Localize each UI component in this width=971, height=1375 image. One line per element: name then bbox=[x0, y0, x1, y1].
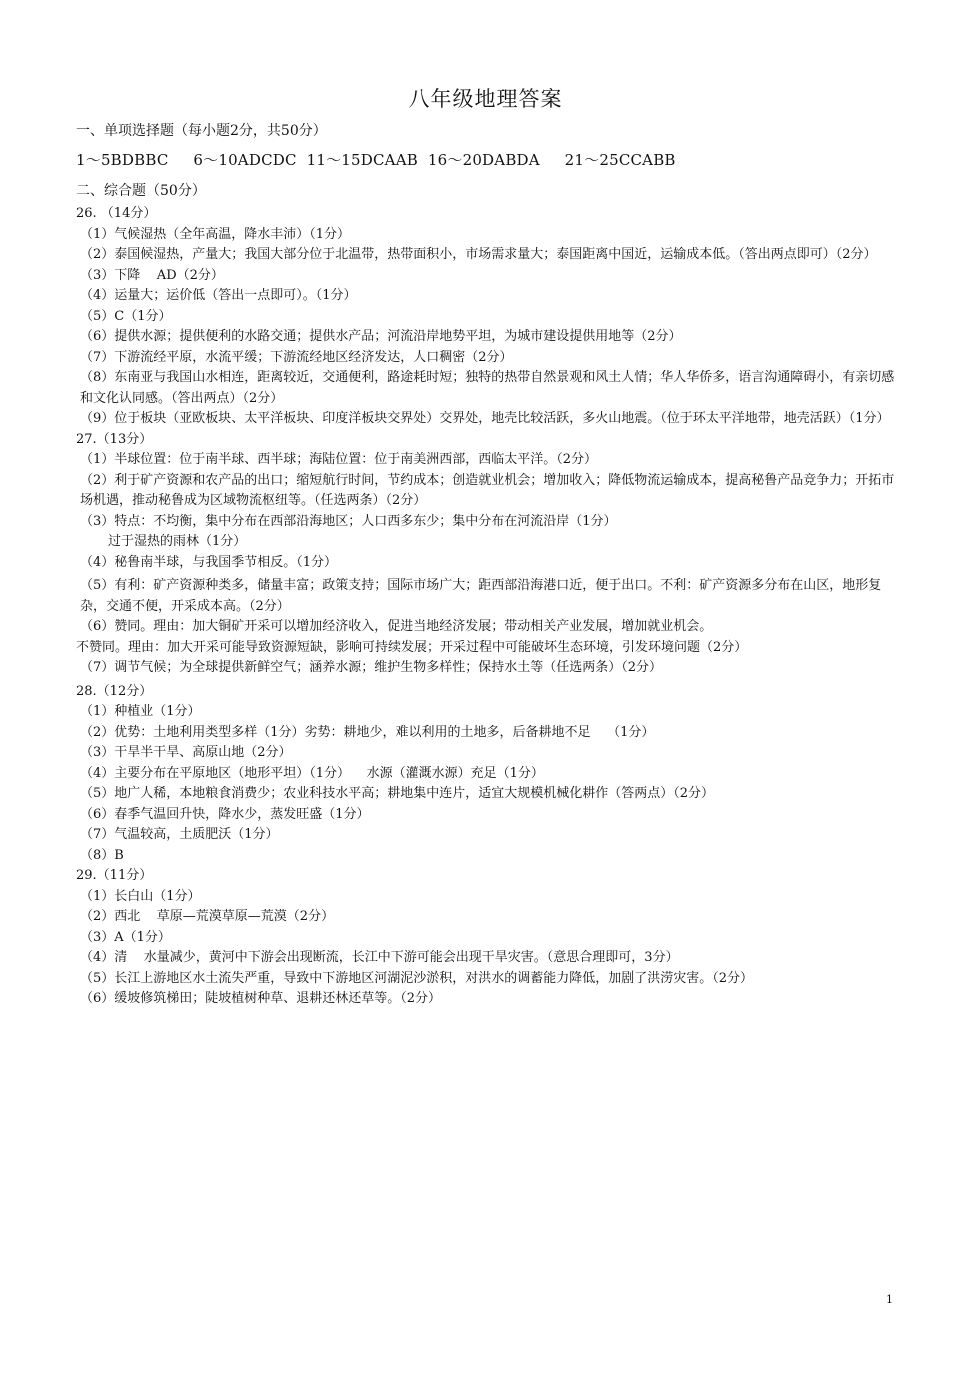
document-title: 八年级地理答案 bbox=[408, 87, 563, 111]
answer-line: 26. （14分） bbox=[76, 206, 157, 221]
answer-line: （3）下降 AD（2分） bbox=[80, 267, 224, 283]
answer-line: （6）赞同。理由：加大铜矿开采可以增加经济收入，促进当地经济发展；带动相关产业发展，增加就业机会。 bbox=[80, 619, 713, 634]
answer-line: （6）提供水源；提供便利的水路交通；提供水产品；河流沿岸地势平坦，为城市建设提供用地等（2分） bbox=[80, 329, 682, 344]
answer-line: （1）长白山（1分） bbox=[80, 888, 201, 904]
answer-line: （7）下游流经平原，水流平缓；下游流经地区经济发达，人口稠密（2分） bbox=[80, 349, 513, 365]
answer-line: （5）有利：矿产资源种类多，储量丰富；政策支持；国际市场广大；距西部沿海港口近，便于出口。不利：矿产资源多分布在山区，地形复杂，交通不便，开采成本高。（2分） bbox=[80, 578, 882, 614]
answer-content bbox=[76, 118, 896, 1010]
answer-line: （7）调节气候；为全球提供新鲜空气；涵养水源；维护生物多样性；保持水土等（任选两条）（2分） bbox=[80, 660, 663, 675]
answer-line: （5）地广人稀，本地粮食消费少；农业科技水平高；耕地集中连片，适宜大规模机械化耕作（答两点）（2分） bbox=[80, 786, 715, 801]
page-number: 1 bbox=[886, 1293, 893, 1306]
answer-line: （8）东南亚与我国山水相连，距离较近，交通便利，路途耗时短；独特的热带自然景观和风土人情；华人华侨多，语言沟通障碍小，有亲切感和文化认同感。（答出两点）（2分） bbox=[80, 370, 895, 406]
answer-line: 29.（11分） bbox=[76, 868, 153, 883]
answer-line: （8）B bbox=[80, 847, 124, 863]
answer-line: （4）清 水量减少，黄河中下游会出现断流，长江中下游可能会出现干旱灾害。（意思合理即可，3分） bbox=[80, 950, 679, 965]
answer-line: （2）西北 草原—荒漠草原—荒漠（2分） bbox=[80, 909, 335, 924]
answer-line: （7）气温较高，土质肥沃（1分） bbox=[80, 827, 279, 842]
answer-line: （4）运量大；运价低（答出一点即可）。（1分） bbox=[80, 288, 357, 303]
answer-line: 不赞同。理由：加大开采可能导致资源短缺，影响可持续发展；开采过程中可能破坏生态环境，引发环境问题（2分） bbox=[76, 639, 748, 655]
answer-line: （1）气候湿热（全年高温，降水丰沛）（1分） bbox=[80, 226, 351, 242]
answer-line: （3）A（1分） bbox=[80, 929, 171, 945]
answer-line: 1～5BDBBC 6～10ADCDC 11～15DCAAB 16～20DABDA 21～25CCABB bbox=[76, 151, 676, 169]
answer-line: 28.（12分） bbox=[76, 683, 153, 699]
answer-line: 过于湿热的雨林（1分） bbox=[108, 534, 247, 549]
answer-line: （2）利于矿产资源和农产品的出口；缩短航行时间，节约成本；创造就业机会；增加收入；降低物流运输成本，提高秘鲁产品竞争力；开拓市场机遇，推动秘鲁成为区域物流枢纽等。（任选两条）（2分） bbox=[80, 472, 895, 508]
answer-line: （9）位于板块（亚欧板块、太平洋板块、印度洋板块交界处）交界处，地壳比较活跃，多火山地震。（位于环太平洋地带，地壳活跃）（1分） bbox=[80, 411, 890, 426]
answer-line: （3）特点：不均衡，集中分布在西部沿海地区；人口西多东少；集中分布在河流沿岸（1分） bbox=[80, 513, 617, 529]
answer-line: 27.（13分） bbox=[76, 431, 153, 447]
answer-line: （5）长江上游地区水土流失严重，导致中下游地区河湖泥沙淤积，对洪水的调蓄能力降低，加剧了洪涝灾害。（2分） bbox=[80, 970, 754, 986]
answer-line: （4）秘鲁南半球，与我国季节相反。（1分） bbox=[80, 554, 338, 570]
answer-line: （4）主要分布在平原地区（地形平坦）（1分） 水源（灌溉水源）充足（1分） bbox=[80, 765, 544, 781]
answer-line: （1）半球位置：位于南半球、西半球；海陆位置：位于南美洲西部，西临太平洋。（2分） bbox=[80, 452, 598, 467]
answer-line: 一、单项选择题（每小题2分，共50分） bbox=[76, 123, 327, 139]
answer-line: （6）缓坡修筑梯田；陡坡植树种草、退耕还林还草等。（2分） bbox=[80, 991, 442, 1006]
answer-line: （1）种植业（1分） bbox=[80, 704, 201, 719]
answer-line: （3）干旱半干旱、高原山地（2分） bbox=[80, 745, 292, 760]
answer-line: （5）C（1分） bbox=[80, 308, 172, 324]
answer-line: （6）春季气温回升快，降水少，蒸发旺盛（1分） bbox=[80, 806, 370, 822]
answer-line: 二、综合题（50分） bbox=[76, 183, 206, 199]
answer-line: （2）优势：土地利用类型多样（1分）劣势：耕地少，难以利用的土地多，后备耕地不足 （1分） bbox=[80, 724, 655, 740]
answer-line: （2）泰国候湿热，产量大；我国大部分位于北温带，热带面积小，市场需求量大；泰国距离中国近，运输成本低。（答出两点即可）（2分） bbox=[80, 247, 877, 262]
